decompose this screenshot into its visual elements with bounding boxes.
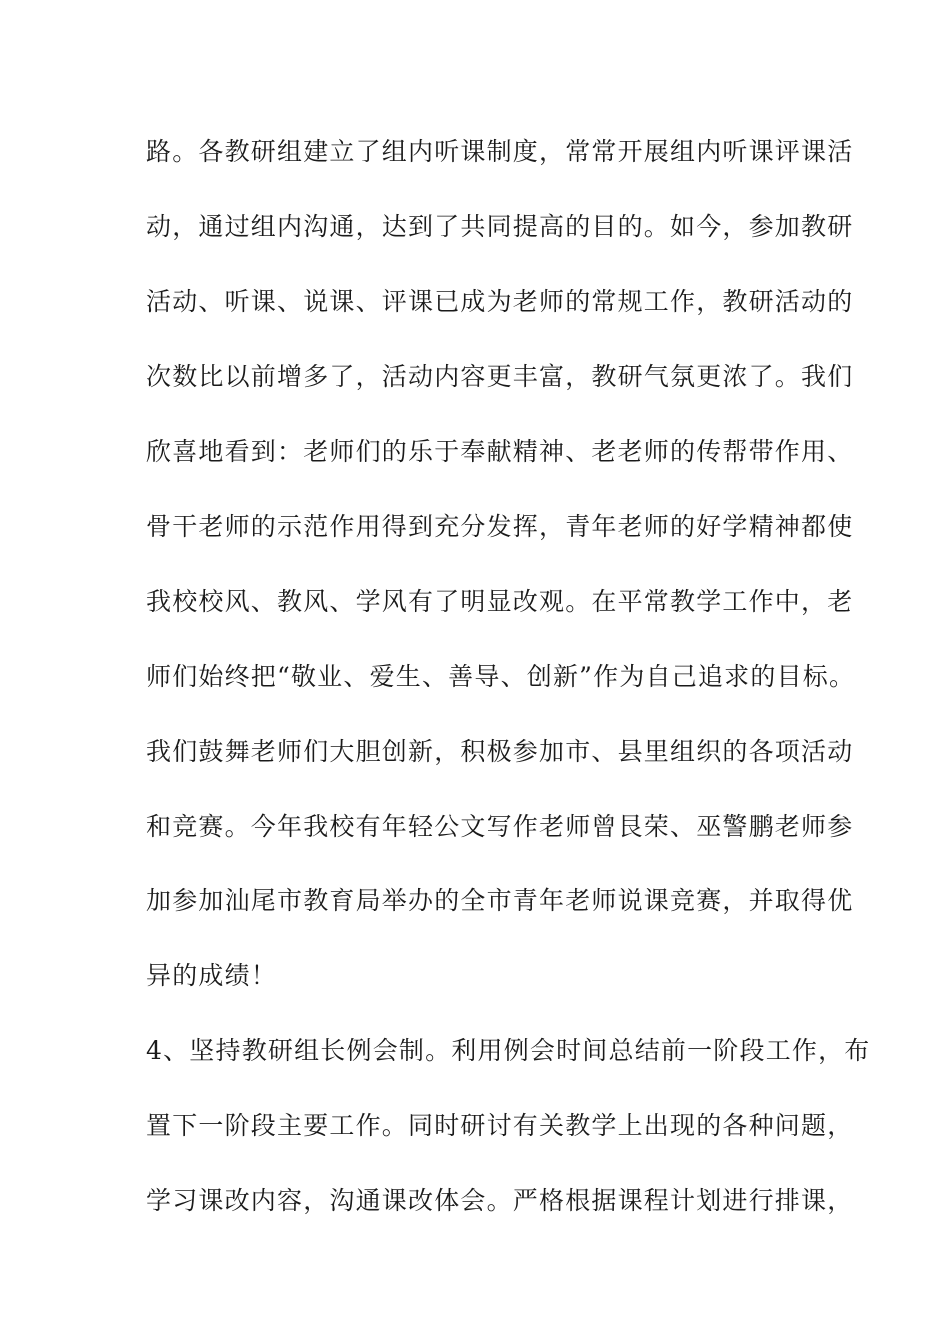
text-line: 动，通过组内沟通，达到了共同提高的目的。如今，参加教研 <box>146 212 854 241</box>
text-line: 我校校风、教风、学风有了明显改观。在平常教学工作中，老 <box>146 587 854 616</box>
text-line: 加参加汕尾市教育局举办的全市青年老师说课竞赛，并取得优 <box>146 886 854 915</box>
text-line: 路。各教研组建立了组内听课制度，常常开展组内听课评课活 <box>146 137 854 166</box>
text-line: 次数比以前增多了，活动内容更丰富，教研气氛更浓了。我们 <box>146 362 854 391</box>
text-line: 我们鼓舞老师们大胆创新，积极参加市、县里组织的各项活动 <box>146 737 854 766</box>
text-line: 学习课改内容，沟通课改体会。严格根据课程计划进行排课， <box>146 1186 854 1215</box>
text-line: 4、坚持教研组长例会制。利用例会时间总结前一阶段工作，布 <box>146 1036 871 1065</box>
text-line: 欣喜地看到：老师们的乐于奉献精神、老老师的传帮带作用、 <box>146 437 854 466</box>
text-line: 骨干老师的示范作用得到充分发挥，青年老师的好学精神都使 <box>146 512 854 541</box>
text-line: 置下一阶段主要工作。同时研讨有关教学上出现的各种问题， <box>146 1111 854 1140</box>
text-line: 师们始终把“敬业、爱生、善导、创新”作为自己追求的目标。 <box>146 662 856 691</box>
text-line: 活动、听课、说课、评课已成为老师的常规工作，教研活动的 <box>146 287 854 316</box>
text-line: 和竞赛。今年我校有年轻公文写作老师曾艮荣、巫警鹏老师参 <box>146 812 854 841</box>
text-line: 异的成绩！ <box>146 961 278 990</box>
